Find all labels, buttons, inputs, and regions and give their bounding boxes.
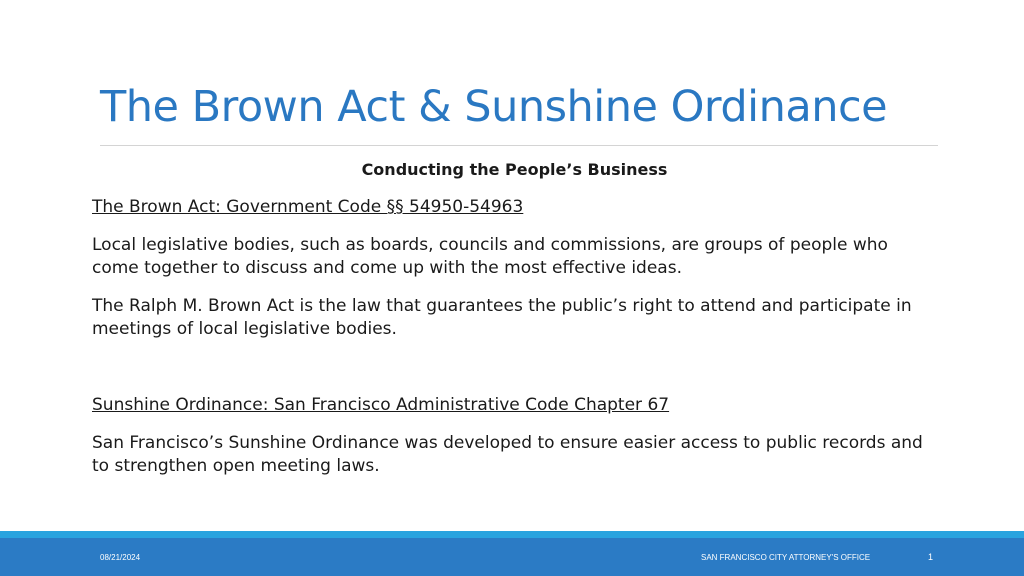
slide-subtitle: Conducting the People’s Business (361, 160, 668, 179)
sunshine-ordinance-heading: Sunshine Ordinance: San Francisco Administrative Code Chapter 67 (92, 395, 670, 415)
slide-title: The Brown Act & Sunshine Ordinance (100, 82, 888, 132)
footer-date: 08/21/2024 (100, 553, 141, 562)
brown-act-heading: The Brown Act: Government Code §§ 54950-54963 (92, 197, 524, 217)
footer-bar (0, 538, 1024, 576)
section-spacer (92, 356, 937, 394)
footer-page-number: 1 (928, 552, 934, 562)
brown-act-paragraph-1: Local legislative bodies, such as boards, councils and commissions, are groups of people who come together to discuss and come up with the most effective ideas. (92, 235, 888, 278)
slide-content (92, 158, 937, 493)
footer-accent-band (0, 531, 1024, 538)
sunshine-ordinance-paragraph: San Francisco’s Sunshine Ordinance was developed to ensure easier access to public records and to strengthen open meeting laws. (92, 433, 923, 476)
brown-act-paragraph-2: The Ralph M. Brown Act is the law that guarantees the public’s right to attend and participate in meetings of local legislative bodies. (92, 296, 912, 339)
footer-organization: SAN FRANCISCO CITY ATTORNEY'S OFFICE (701, 553, 871, 562)
title-divider (100, 145, 938, 146)
